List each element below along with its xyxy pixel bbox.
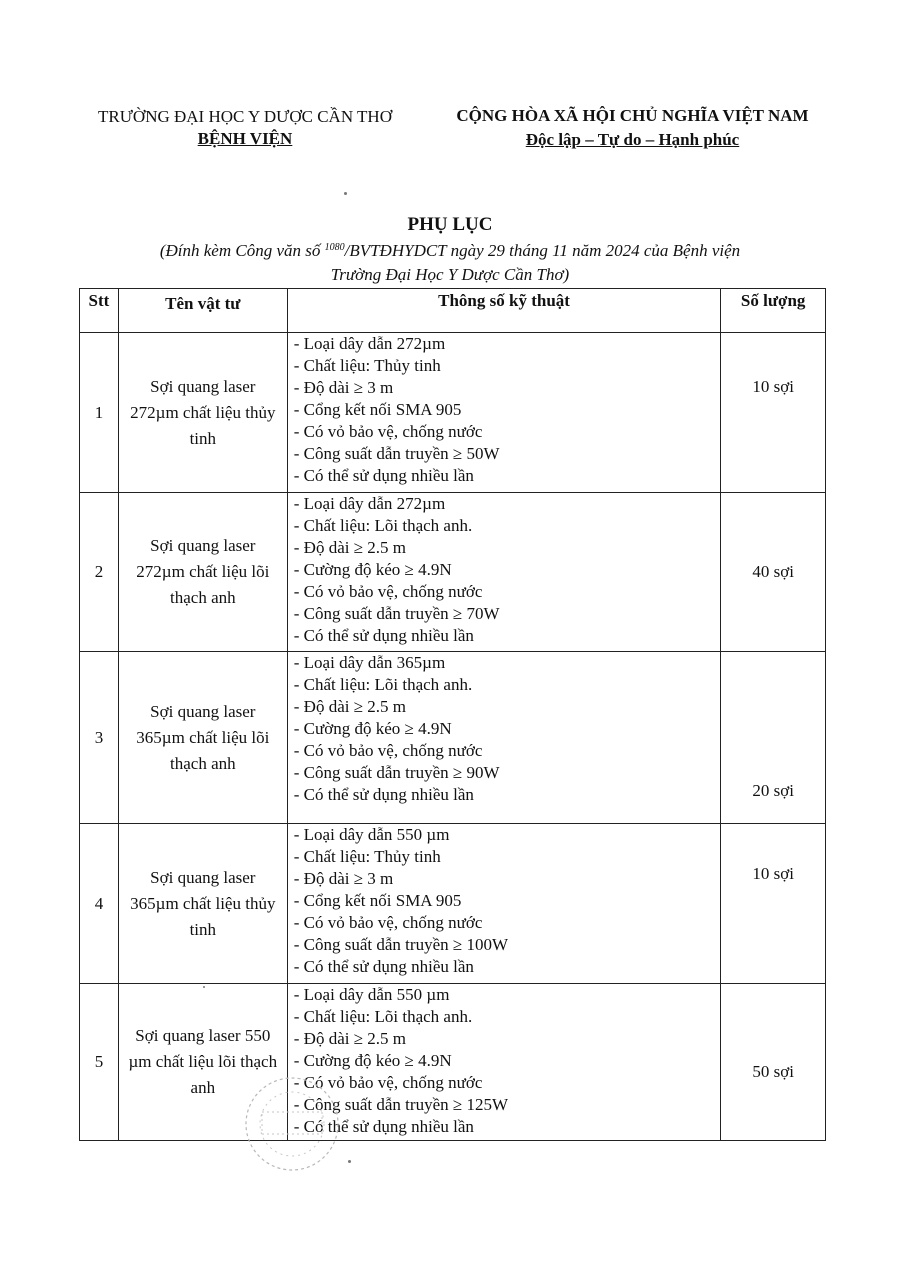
national-header	[430, 104, 835, 152]
spec-line: - Loại dây dẫn 365µm	[293, 653, 446, 672]
document-reference	[110, 236, 790, 287]
item-specs	[287, 652, 721, 824]
scan-speck	[203, 986, 205, 988]
spec-line: - Công suất dẫn truyền ≥ 125W	[293, 1095, 508, 1114]
spec-line: - Công suất dẫn truyền ≥ 90W	[293, 763, 500, 782]
column-header-spec: Thông số kỹ thuật	[287, 289, 721, 333]
table-header-row	[80, 289, 826, 333]
spec-line: - Có vỏ bảo vệ, chống nước	[293, 422, 483, 441]
item-quantity: 20 sợi	[721, 652, 826, 824]
row-number: 5	[80, 984, 119, 1141]
item-specs	[287, 333, 721, 493]
spec-line: - Có vỏ bảo vệ, chống nước	[293, 582, 483, 601]
spec-line: - Độ dài ≥ 3 m	[293, 869, 394, 888]
spec-line: - Có thể sử dụng nhiều lần	[293, 957, 474, 976]
item-name: Sợi quang laser 550 µm chất liệu lõi thạch anh	[118, 984, 287, 1141]
item-name: Sợi quang laser 365µm chất liệu thủy tinh	[118, 824, 287, 984]
item-specs	[287, 493, 721, 652]
item-specs	[287, 824, 721, 984]
spec-line: - Có thể sử dụng nhiều lần	[293, 1117, 474, 1136]
item-quantity: 40 sợi	[721, 493, 826, 652]
spec-line: - Độ dài ≥ 2.5 m	[293, 1029, 407, 1048]
table-row	[80, 984, 826, 1141]
organization-unit: BỆNH VIỆN	[197, 129, 293, 148]
row-number: 1	[80, 333, 119, 493]
spec-line: - Cường độ kéo ≥ 4.9N	[293, 560, 452, 579]
spec-line: - Có thể sử dụng nhiều lần	[293, 626, 474, 645]
spec-line: - Chất liệu: Thủy tinh	[293, 356, 441, 375]
row-number: 3	[80, 652, 119, 824]
spec-line: - Loại dây dẫn 272µm	[293, 494, 446, 513]
spec-line: - Chất liệu: Lõi thạch anh.	[293, 516, 473, 535]
spec-line: - Cường độ kéo ≥ 4.9N	[293, 719, 452, 738]
column-header-qty: Số lượng	[721, 289, 826, 333]
page-title: PHỤ LỤC	[407, 214, 493, 235]
supplies-table	[79, 288, 826, 1141]
row-number: 2	[80, 493, 119, 652]
spec-line: - Có vỏ bảo vệ, chống nước	[293, 741, 483, 760]
spec-line: - Chất liệu: Lõi thạch anh.	[293, 1007, 473, 1026]
reference-text-start: (Đính kèm Công văn số	[159, 241, 325, 260]
spec-line: - Loại dây dẫn 550 µm	[293, 825, 450, 844]
spec-line: - Cổng kết nối SMA 905	[293, 891, 462, 910]
spec-line: - Có vỏ bảo vệ, chống nước	[293, 1073, 483, 1092]
spec-line: - Công suất dẫn truyền ≥ 100W	[293, 935, 508, 954]
scan-speck	[348, 1160, 351, 1163]
item-specs	[287, 984, 721, 1141]
table-row	[80, 333, 826, 493]
reference-issuer: Trường Đại Học Y Dược Cần Thơ)	[330, 265, 570, 284]
organization-name: TRƯỜNG ĐẠI HỌC Y DƯỢC CẦN THƠ	[98, 107, 392, 126]
spec-line: - Độ dài ≥ 3 m	[293, 378, 394, 397]
spec-line: - Có thể sử dụng nhiều lần	[293, 785, 474, 804]
spec-line: - Chất liệu: Lõi thạch anh.	[293, 675, 473, 694]
scan-speck	[344, 192, 347, 195]
item-name: Sợi quang laser 272µm chất liệu lõi thạch anh	[118, 493, 287, 652]
item-name: Sợi quang laser 365µm chất liệu lõi thạch anh	[118, 652, 287, 824]
spec-line: - Có vỏ bảo vệ, chống nước	[293, 913, 483, 932]
item-quantity: 10 sợi	[721, 333, 826, 493]
spec-line: - Chất liệu: Thủy tinh	[293, 847, 441, 866]
column-header-stt: Stt	[80, 289, 119, 333]
item-quantity: 10 sợi	[721, 824, 826, 984]
item-name: Sợi quang laser 272µm chất liệu thủy tinh	[118, 333, 287, 493]
column-header-name: Tên vật tư	[118, 289, 287, 333]
nation-title: CỘNG HÒA XÃ HỘI CHỦ NGHĨA VIỆT NAM	[456, 106, 809, 125]
spec-line: - Loại dây dẫn 550 µm	[293, 985, 450, 1004]
nation-motto: Độc lập – Tự do – Hạnh phúc	[525, 130, 740, 149]
table-row	[80, 493, 826, 652]
row-number: 4	[80, 824, 119, 984]
spec-line: - Cường độ kéo ≥ 4.9N	[293, 1051, 452, 1070]
spec-line: - Công suất dẫn truyền ≥ 50W	[293, 444, 500, 463]
handwritten-number: 1080	[324, 242, 345, 253]
table-row	[80, 652, 826, 824]
spec-line: - Độ dài ≥ 2.5 m	[293, 538, 407, 557]
spec-line: - Độ dài ≥ 2.5 m	[293, 697, 407, 716]
spec-line: - Cổng kết nối SMA 905	[293, 400, 462, 419]
table-row	[80, 824, 826, 984]
spec-line: - Có thể sử dụng nhiều lần	[293, 466, 474, 485]
spec-line: - Loại dây dẫn 272µm	[293, 334, 446, 353]
organization-header	[80, 106, 410, 150]
item-quantity: 50 sợi	[721, 984, 826, 1141]
reference-text-end: /BVTĐHYDCT ngày 29 tháng 11 năm 2024 của Bệnh viện	[344, 241, 741, 260]
spec-line: - Công suất dẫn truyền ≥ 70W	[293, 604, 500, 623]
